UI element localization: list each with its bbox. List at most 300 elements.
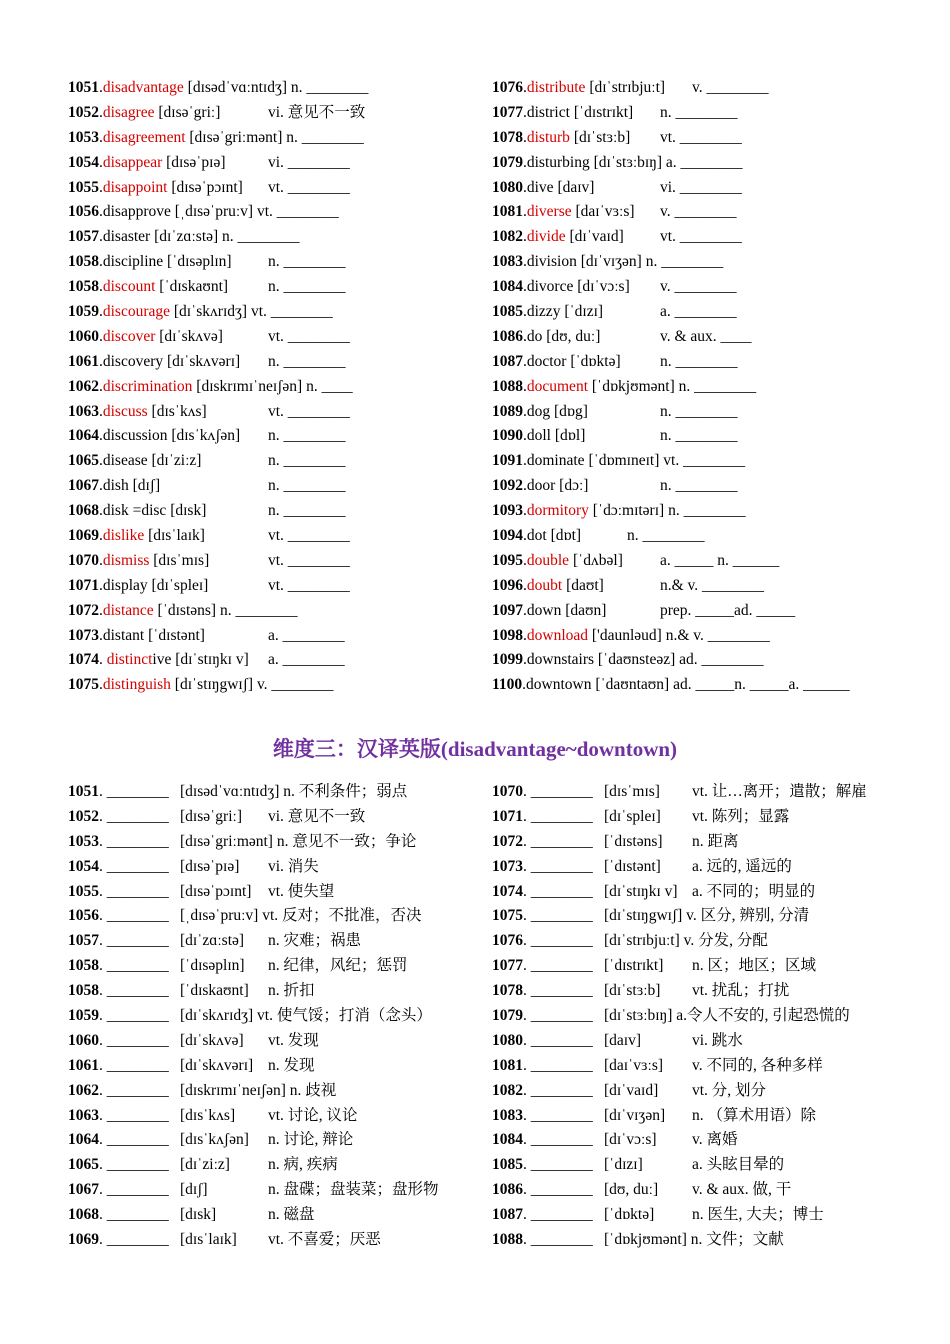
entry-number: 1074 — [68, 651, 99, 669]
entry-meaning: n. 发现 — [268, 1056, 315, 1074]
word-entry: 1056.disapprove [ˌdɪsəˈpruːv] vt. ________ — [68, 203, 339, 221]
entry-word: disadvantage — [102, 79, 184, 96]
entry-word: district — [526, 103, 570, 121]
entry-blank: n. ________ — [660, 477, 738, 495]
word-entry: 1099.downstairs [ˈdaʊnsteəz] ad. ________ — [492, 651, 764, 669]
answer-blank: ________ — [530, 1106, 593, 1124]
entry-phonetic: [dɪsˈmɪs] — [153, 551, 210, 569]
entry-number: 1085 — [492, 303, 523, 321]
entry-word: discover — [102, 327, 156, 345]
entry-blank: n. ________ — [268, 477, 346, 495]
entry-blank: n. ________ — [268, 502, 346, 520]
word-entry: 1062.discrimination [dɪskrɪmɪˈneɪʃən] n. ____ — [68, 377, 353, 395]
entry-phonetic: [ˈdɪstəns] — [157, 601, 217, 619]
entry-number: 1058 — [68, 278, 99, 296]
entry-phonetic: [dɪˈskʌrɪdʒ] — [173, 303, 248, 321]
entry-number: 1060 — [68, 1031, 99, 1049]
translation-entry: 1054. ________ [dɪsəˈpɪə] vi. 消失 — [68, 855, 483, 880]
entry-blank: ad. _____n. _____a. ______ — [673, 676, 850, 694]
word-entry: 1058.discount [ˈdɪskaʊnt] n. ________ — [68, 275, 483, 300]
translation-entry: 1086. ________ [dʊ, duː] v. & aux. 做, 干 — [492, 1178, 932, 1203]
entry-number: 1067 — [68, 477, 99, 495]
entry-phonetic: [dʊ, duː] — [604, 1181, 659, 1199]
entry-number: 1084 — [492, 1131, 523, 1149]
entry-number: 1081 — [492, 1056, 523, 1074]
translation-entry: 1088. ________ [ˈdɒkjʊmənt] n. 文件；文献 — [492, 1228, 932, 1253]
entry-word: dive — [526, 178, 554, 196]
answer-blank: ________ — [106, 1031, 169, 1049]
entry-phonetic: [dɪˈziːz] — [151, 452, 202, 470]
answer-blank: ________ — [106, 1056, 169, 1074]
entry-meaning: n. 医生, 大夫；博士 — [692, 1206, 824, 1224]
entry-blank: v. ________ — [660, 203, 737, 221]
word-entry: 1070.dismiss [dɪsˈmɪs] vt. ________ — [68, 549, 483, 574]
entry-word: division — [526, 253, 577, 271]
entry-number: 1058 — [68, 957, 99, 975]
word-entry: 1097.down [daʊn] prep. _____ad. _____ — [492, 599, 932, 624]
entry-phonetic: [dɪskrɪmɪˈneɪʃən] n. 歧视 — [180, 1081, 337, 1099]
entry-phonetic: [dɪsˈlaɪk] — [148, 527, 205, 545]
entry-number: 1081 — [492, 203, 523, 221]
entry-number: 1076 — [492, 932, 523, 950]
entry-blank: vt. ________ — [268, 178, 350, 196]
word-entry: 1091.dominate [ˈdɒmɪneɪt] vt. ________ — [492, 452, 746, 470]
entry-number: 1052 — [68, 103, 99, 121]
entry-word: disagreement — [102, 128, 186, 146]
entry-number: 1061 — [68, 1056, 99, 1074]
entry-number: 1067 — [68, 1181, 99, 1199]
entry-number: 1077 — [492, 103, 523, 121]
entry-phonetic: [dɪˈstɪŋkɪ v] — [175, 651, 249, 669]
entry-blank: vt. ________ — [268, 327, 350, 345]
entry-phonetic: [ˈdaʊnsteəz] — [597, 651, 676, 669]
translation-entry: 1063. ________ [dɪsˈkʌs] vt. 讨论, 议论 — [68, 1104, 483, 1129]
entry-blank: n. ________ — [268, 278, 346, 296]
translation-entry: 1079. ________ [dɪˈstɜːbɪŋ] a.令人不安的, 引起恐慌的 — [492, 1004, 932, 1029]
entry-phonetic: [dɪsk] — [170, 502, 207, 520]
word-entry: 1088.document [ˈdɒkjʊmənt] n. ________ — [492, 377, 757, 395]
word-entry: 1067.dish [dɪʃ] n. ________ — [68, 474, 483, 499]
word-entry: 1060.discover [dɪˈskʌvə] vt. ________ — [68, 325, 483, 350]
translation-entry: 1081. ________ [daɪˈvɜːs] v. 不同的, 各种多样 — [492, 1054, 932, 1079]
entry-phonetic: [dɪsˈmɪs] — [604, 783, 660, 800]
answer-blank: ________ — [106, 857, 169, 875]
entry-phonetic: [ˈdɒktə] — [604, 1206, 655, 1224]
entry-word: display — [102, 576, 148, 594]
entry-phonetic: [dɪˈvaɪd] — [569, 228, 624, 246]
translation-entry: 1062. ________ [dɪskrɪmɪˈneɪʃən] n. 歧视 — [68, 1079, 483, 1104]
entry-phonetic: [dɪˈstɪŋgwɪʃ] — [174, 676, 254, 694]
translation-entry: 1058. ________ [ˈdɪskaʊnt] n. 折扣 — [68, 979, 483, 1004]
entry-blank: vt. ________ — [660, 228, 742, 246]
entry-phonetic: [dɪʃ] — [180, 1181, 208, 1199]
translation-entry: 1077. ________ [ˈdɪstrɪkt] n. 区；地区；区域 — [492, 954, 932, 979]
entry-word: down — [526, 601, 562, 619]
entry-blank: ad. ________ — [679, 651, 764, 669]
entry-phonetic: [dɪskrɪmɪˈneɪʃən] — [196, 377, 303, 395]
word-entry: 1069.dislike [dɪsˈlaɪk] vt. ________ — [68, 524, 483, 549]
entry-number: 1097 — [492, 601, 523, 619]
entry-meaning: vt. 让…离开；遣散；解雇 — [692, 783, 867, 800]
entry-word: discuss — [102, 402, 148, 420]
answer-blank: ________ — [530, 832, 593, 850]
answer-blank: ________ — [530, 1231, 593, 1249]
entry-phonetic: [dɪsk] — [180, 1206, 217, 1224]
entry-number: 1069 — [68, 527, 99, 545]
word-entry: 1052.disagree [dɪsəˈgriː] vi. 意见不一致 — [68, 101, 483, 126]
entry-number: 1096 — [492, 576, 523, 594]
entry-word: disaster — [102, 228, 151, 246]
entry-number: 1075 — [68, 676, 99, 694]
entry-meaning: a.令人不安的, 引起恐慌的 — [676, 1007, 850, 1025]
word-entry: 1086.do [dʊ, duː] v. & aux. ____ — [492, 325, 932, 350]
entry-meaning: n. 距离 — [692, 832, 739, 850]
translation-entry: 1055. ________ [dɪsəˈpɔɪnt] vt. 使失望 — [68, 880, 483, 905]
entry-phonetic: [daʊt] — [566, 576, 604, 594]
answer-blank: ________ — [530, 957, 593, 975]
entry-phonetic: [ˌdɪsəˈpruːv] — [174, 203, 254, 221]
entry-phonetic: [ˈdɪzɪ] — [604, 1156, 643, 1174]
entry-word: document — [526, 377, 588, 395]
entry-word: download — [526, 626, 589, 644]
entry-number: 1068 — [68, 502, 99, 520]
translation-entry: 1060. ________ [dɪˈskʌvə] vt. 发现 — [68, 1029, 483, 1054]
entry-phonetic: [ˈdɪstrɪkt] — [604, 957, 664, 975]
translation-entry: 1064. ________ [dɪsˈkʌʃən] n. 讨论, 辩论 — [68, 1128, 483, 1153]
word-entry: 1075.distinguish [dɪˈstɪŋgwɪʃ] v. ________ — [68, 676, 334, 694]
entry-number: 1093 — [492, 502, 523, 520]
translation-entry: 1056. ________ [ˌdɪsəˈpruːv] vt. 反对；不批准，否决 — [68, 904, 483, 929]
translation-entry: 1068. ________ [dɪsk] n. 磁盘 — [68, 1203, 483, 1228]
entry-phonetic: [daɪv] — [557, 178, 595, 196]
entry-phonetic: [ˈdɔːmɪtərɪ] — [592, 502, 665, 520]
entry-blank: n. ________ — [219, 601, 298, 619]
word-entry: 1071.display [dɪˈspleɪ] vt. ________ — [68, 574, 483, 599]
word-entry: 1100.downtown [ˈdaʊntaʊn] ad. _____n. _____a. ______ — [492, 676, 850, 694]
entry-blank: a. ________ — [268, 626, 345, 644]
answer-blank: ________ — [530, 807, 593, 825]
entry-phonetic: [dɪˈspleɪ] — [604, 807, 661, 825]
entry-meaning: v. 离婚 — [692, 1131, 738, 1149]
entry-phonetic: [dɪˈspleɪ] — [151, 576, 209, 594]
entry-number: 1076 — [492, 79, 523, 96]
entry-blank: a. ________ — [660, 303, 737, 321]
entry-number: 1078 — [492, 982, 523, 1000]
vocab-list-bottom-left — [68, 780, 483, 1253]
entry-blank: n. ________ — [660, 352, 738, 370]
entry-number: 1088 — [492, 1231, 523, 1249]
entry-meaning: n. 文件；文献 — [690, 1231, 784, 1249]
vocab-list-bottom-right — [492, 780, 932, 1253]
answer-blank: ________ — [106, 1181, 169, 1199]
entry-number: 1062 — [68, 1081, 99, 1099]
entry-number: 1073 — [492, 857, 523, 875]
entry-number: 1079 — [492, 153, 523, 171]
entry-meaning: n. 灾难；祸患 — [268, 932, 362, 950]
entry-number: 1053 — [68, 128, 99, 146]
word-entry: 1076.distribute [dɪˈstrɪbjuːt] v. ________ — [492, 76, 932, 101]
answer-blank: ________ — [530, 1206, 593, 1224]
entry-word: diverse — [526, 203, 572, 221]
entry-phonetic: [dɪˈvɪʒən] — [580, 253, 642, 271]
entry-blank: vt. ________ — [250, 303, 333, 321]
entry-phonetic: [dɪsəˈpɔɪnt] — [180, 882, 252, 900]
entry-meaning: n. 病, 疾病 — [268, 1156, 338, 1174]
entry-blank: n. ________ — [268, 452, 346, 470]
word-entry: 1059.discourage [dɪˈskʌrɪdʒ] vt. ________ — [68, 303, 333, 321]
entry-blank: n.& v. ________ — [660, 576, 765, 594]
entry-word: distinct — [106, 651, 153, 669]
entry-phonetic: [dɪsədˈvɑːntɪdʒ] n. 不利条件；弱点 — [180, 783, 408, 800]
entry-number: 1075 — [492, 907, 523, 925]
entry-word: disagree — [102, 103, 155, 121]
entry-phonetic: [daɪˈvɜːs] — [575, 203, 635, 221]
translation-entry: 1080. ________ [daɪv] vi. 跳水 — [492, 1029, 932, 1054]
entry-phonetic: [ˈdɒktə] — [570, 352, 621, 370]
entry-number: 1074 — [492, 882, 523, 900]
word-entry: 1057.disaster [dɪˈzɑːstə] n. ________ — [68, 228, 300, 246]
entry-word: disease — [102, 452, 148, 470]
entry-blank: n. ________ — [660, 402, 738, 420]
entry-phonetic: [dɪsəˈpɪə] — [166, 153, 226, 171]
entry-meaning: a. 不同的；明显的 — [692, 882, 816, 900]
entry-blank: n. ________ — [627, 527, 705, 545]
translation-entry: 1085. ________ [ˈdɪzɪ] a. 头眩目晕的 — [492, 1153, 932, 1178]
entry-meaning: n. 纪律，风纪；惩罚 — [268, 957, 408, 975]
entry-number: 1057 — [68, 932, 99, 950]
entry-number: 1100 — [492, 676, 523, 694]
word-entry: 1051.disadvantage [dɪsədˈvɑːntɪdʒ] n. ________ — [68, 79, 369, 96]
entry-blank: a. ________ — [665, 153, 743, 171]
answer-blank: ________ — [106, 982, 169, 1000]
entry-number: 1055 — [68, 882, 99, 900]
answer-blank: ________ — [530, 932, 593, 950]
entry-number: 1069 — [68, 1231, 99, 1249]
answer-blank: ________ — [106, 1206, 169, 1224]
entry-word: disk =disc — [102, 502, 167, 520]
entry-word: discovery — [102, 352, 164, 370]
word-entry: 1090.doll [dɒl] n. ________ — [492, 424, 932, 449]
entry-word: disturb — [526, 128, 570, 146]
word-entry: 1081.diverse [daɪˈvɜːs] v. ________ — [492, 200, 932, 225]
entry-word: divide — [526, 228, 566, 246]
translation-entry: 1073. ________ [ˈdɪstənt] a. 远的, 遥远的 — [492, 855, 932, 880]
entry-number: 1053 — [68, 832, 99, 850]
entry-number: 1059 — [68, 303, 99, 321]
entry-meaning: n. 磁盘 — [268, 1206, 315, 1224]
entry-phonetic: [dɪˈzɑːstə] — [154, 228, 219, 246]
entry-meaning: vt. 使气馁；打消（念头） — [257, 1007, 432, 1025]
section-title: 维度三：汉译英版(disadvantage~downtown) — [272, 737, 678, 761]
entry-word: distinguish — [102, 676, 171, 694]
word-entry: 1065.disease [dɪˈziːz] n. ________ — [68, 449, 483, 474]
word-entry: 1078.disturb [dɪˈstɜːb] vt. ________ — [492, 126, 932, 151]
translation-entry: 1057. ________ [dɪˈzɑːstə] n. 灾难；祸患 — [68, 929, 483, 954]
entry-phonetic: [ˈdɪstrɪkt] — [573, 103, 634, 121]
entry-number: 1059 — [68, 1007, 99, 1025]
answer-blank: ________ — [106, 807, 169, 825]
answer-blank: ________ — [530, 1156, 593, 1174]
entry-number: 1084 — [492, 278, 523, 296]
translation-entry: 1072. ________ [ˈdɪstəns] n. 距离 — [492, 830, 932, 855]
entry-blank: n. ________ — [286, 128, 364, 146]
translation-entry: 1061. ________ [dɪˈskʌvərɪ] n. 发现 — [68, 1054, 483, 1079]
entry-number: 1051 — [68, 783, 99, 800]
entry-blank: vi. 意见不一致 — [268, 103, 366, 121]
entry-word: discipline — [102, 253, 164, 271]
entry-number: 1058 — [68, 982, 99, 1000]
entry-word: doll — [526, 427, 551, 445]
translation-entry: 1071. ________ [dɪˈspleɪ] vt. 陈列；显露 — [492, 805, 932, 830]
entry-word: door — [526, 477, 556, 495]
entry-meaning: n. （算术用语）除 — [692, 1106, 817, 1124]
entry-blank: vt. ________ — [256, 203, 339, 221]
word-entry: 1074. distinctive [dɪˈstɪŋkɪ v] a. ________ — [68, 648, 483, 673]
entry-meaning: vt. 发现 — [268, 1031, 319, 1049]
entry-meaning: n. 不利条件；弱点 — [283, 783, 408, 800]
entry-number: 1078 — [492, 128, 523, 146]
entry-number: 1064 — [68, 427, 99, 445]
entry-number: 1092 — [492, 477, 523, 495]
answer-blank: ________ — [530, 1181, 593, 1199]
entry-word: dislike — [102, 527, 145, 545]
word-entry: 1064.discussion [dɪsˈkʌʃən] n. ________ — [68, 424, 483, 449]
entry-meaning: v. & aux. 做, 干 — [692, 1181, 792, 1199]
entry-word: discrimination — [102, 377, 193, 395]
word-entry: 1092.door [dɔː] n. ________ — [492, 474, 932, 499]
translation-entry: 1074. ________ [dɪˈstɪŋkɪ v] a. 不同的；明显的 — [492, 880, 932, 905]
entry-number: 1083 — [492, 253, 523, 271]
entry-number: 1094 — [492, 527, 523, 545]
entry-phonetic: [ˈdɪzɪ] — [564, 303, 604, 321]
translation-entry: 1059. ________ [dɪˈskʌrɪdʒ] vt. 使气馁；打消（念头） — [68, 1004, 483, 1029]
entry-number: 1087 — [492, 1206, 523, 1224]
word-entry: 1080.dive [daɪv] vi. ________ — [492, 176, 932, 201]
entry-blank: v. ________ — [256, 676, 334, 694]
answer-blank: ________ — [530, 783, 593, 800]
word-entry: 1073.distant [ˈdɪstənt] a. ________ — [68, 624, 483, 649]
answer-blank: ________ — [530, 907, 593, 925]
entry-phonetic: [dɪˈstrɪbjuːt] v. 分发, 分配 — [604, 932, 768, 950]
entry-word: dormitory — [526, 502, 589, 520]
entry-phonetic: [dɪˈvɪʒən] — [604, 1106, 666, 1124]
entry-blank: n. ________ — [268, 352, 346, 370]
entry-blank: n. ________ — [668, 502, 746, 520]
entry-blank: n.& v. ________ — [665, 626, 770, 644]
answer-blank: ________ — [530, 1131, 593, 1149]
entry-phonetic: [ˌdɪsəˈpruːv] vt. 反对；不批准，否决 — [180, 907, 422, 925]
answer-blank: ________ — [106, 783, 169, 800]
entry-word: dog — [526, 402, 551, 420]
entry-meaning: vt. 反对；不批准，否决 — [262, 907, 422, 925]
word-entry: 1098.download ['daunləud] n.& v. ________ — [492, 626, 770, 644]
entry-number: 1080 — [492, 1031, 523, 1049]
answer-blank: ________ — [530, 1007, 593, 1025]
entry-phonetic: [dɪˈstɜːbɪŋ] — [593, 153, 663, 171]
entry-number: 1060 — [68, 327, 99, 345]
word-entry: 1083.division [dɪˈvɪʒən] n. ________ — [492, 253, 724, 271]
answer-blank: ________ — [106, 907, 169, 925]
entry-phonetic: [dɪsˈkʌʃən] — [171, 427, 241, 445]
entry-number: 1077 — [492, 957, 523, 975]
word-entry: 1095.double [ˈdʌbəl] a. _____ n. ______ — [492, 549, 932, 574]
entry-word: disappear — [102, 153, 163, 171]
answer-blank: ________ — [106, 1231, 169, 1249]
entry-phonetic: [dɪˈskʌvə] — [180, 1031, 244, 1049]
entry-word: discourage — [102, 303, 171, 321]
entry-phonetic: [dɪˈziːz] — [180, 1156, 230, 1174]
entry-number: 1083 — [492, 1106, 523, 1124]
word-entry: 1072.distance [ˈdɪstəns] n. ________ — [68, 601, 298, 619]
entry-blank: vt. ________ — [660, 128, 742, 146]
entry-phonetic: [ˈdʌbəl] — [572, 551, 623, 569]
entry-blank: prep. _____ad. _____ — [660, 601, 796, 619]
entry-word: dizzy — [526, 303, 561, 321]
entry-blank: vt. ________ — [663, 452, 746, 470]
entry-number: 1056 — [68, 907, 99, 925]
entry-word: discussion — [102, 427, 168, 445]
entry-number: 1055 — [68, 178, 99, 196]
entry-phonetic: [dɪˈskʌrɪdʒ] vt. 使气馁；打消（念头） — [180, 1007, 432, 1025]
entry-meaning: vt. 讨论, 议论 — [268, 1106, 358, 1124]
entry-number: 1056 — [68, 203, 99, 221]
entry-blank: vt. ________ — [268, 402, 350, 420]
entry-phonetic: [ˈdɒkjʊmənt] — [591, 377, 675, 395]
entry-number: 1054 — [68, 857, 99, 875]
entry-phonetic: [dɪˈstɪŋkɪ v] — [604, 882, 678, 900]
entry-phonetic: ['daunləud] — [591, 626, 662, 644]
entry-number: 1058 — [68, 253, 99, 271]
entry-word: doubt — [526, 576, 563, 594]
entry-meaning: v. 不同的, 各种多样 — [692, 1056, 823, 1074]
entry-phonetic: [ˈdɪsəplɪn] — [167, 253, 232, 271]
entry-meaning: n. 讨论, 辩论 — [268, 1131, 354, 1149]
entry-phonetic: [dɪˈstɜːb] — [604, 982, 661, 1000]
entry-number: 1089 — [492, 402, 523, 420]
entry-meaning: a. 远的, 遥远的 — [692, 857, 792, 875]
answer-blank: ________ — [106, 882, 169, 900]
entry-phonetic: [dɪsˈkʌs] — [151, 402, 207, 420]
entry-blank: n. ________ — [222, 228, 300, 246]
entry-phonetic: [daɪv] — [604, 1031, 642, 1049]
entry-word: disappoint — [102, 178, 168, 196]
entry-word: do — [526, 327, 543, 345]
entry-word: dismiss — [102, 551, 150, 569]
entry-meaning: v. 区分, 辨别, 分清 — [686, 907, 810, 925]
entry-blank: n. ________ — [290, 79, 369, 96]
entry-phonetic: [dɪˈzɑːstə] — [180, 932, 245, 950]
translation-entry: 1065. ________ [dɪˈziːz] n. 病, 疾病 — [68, 1153, 483, 1178]
entry-number: 1063 — [68, 1106, 99, 1124]
entry-blank: a. _____ n. ______ — [660, 551, 780, 569]
entry-number: 1065 — [68, 1156, 99, 1174]
entry-number: 1072 — [492, 832, 523, 850]
entry-number: 1054 — [68, 153, 99, 171]
entry-blank: vt. ________ — [268, 551, 350, 569]
word-entry: 1079.disturbing [dɪˈstɜːbɪŋ] a. ________ — [492, 153, 743, 171]
answer-blank: ________ — [106, 932, 169, 950]
entry-phonetic: [dʊ, duː] — [546, 327, 601, 345]
entry-word: distance — [102, 601, 154, 619]
entry-number: 1061 — [68, 352, 99, 370]
entry-word: dish — [102, 477, 129, 495]
entry-number: 1079 — [492, 1007, 523, 1025]
entry-number: 1051 — [68, 79, 99, 96]
entry-word: downtown — [526, 676, 592, 694]
entry-meaning: vt. 不喜爱；厌恶 — [268, 1231, 381, 1249]
entry-phonetic: [dɪˈvaɪd] — [604, 1081, 659, 1099]
entry-meaning: vt. 陈列；显露 — [692, 807, 790, 825]
